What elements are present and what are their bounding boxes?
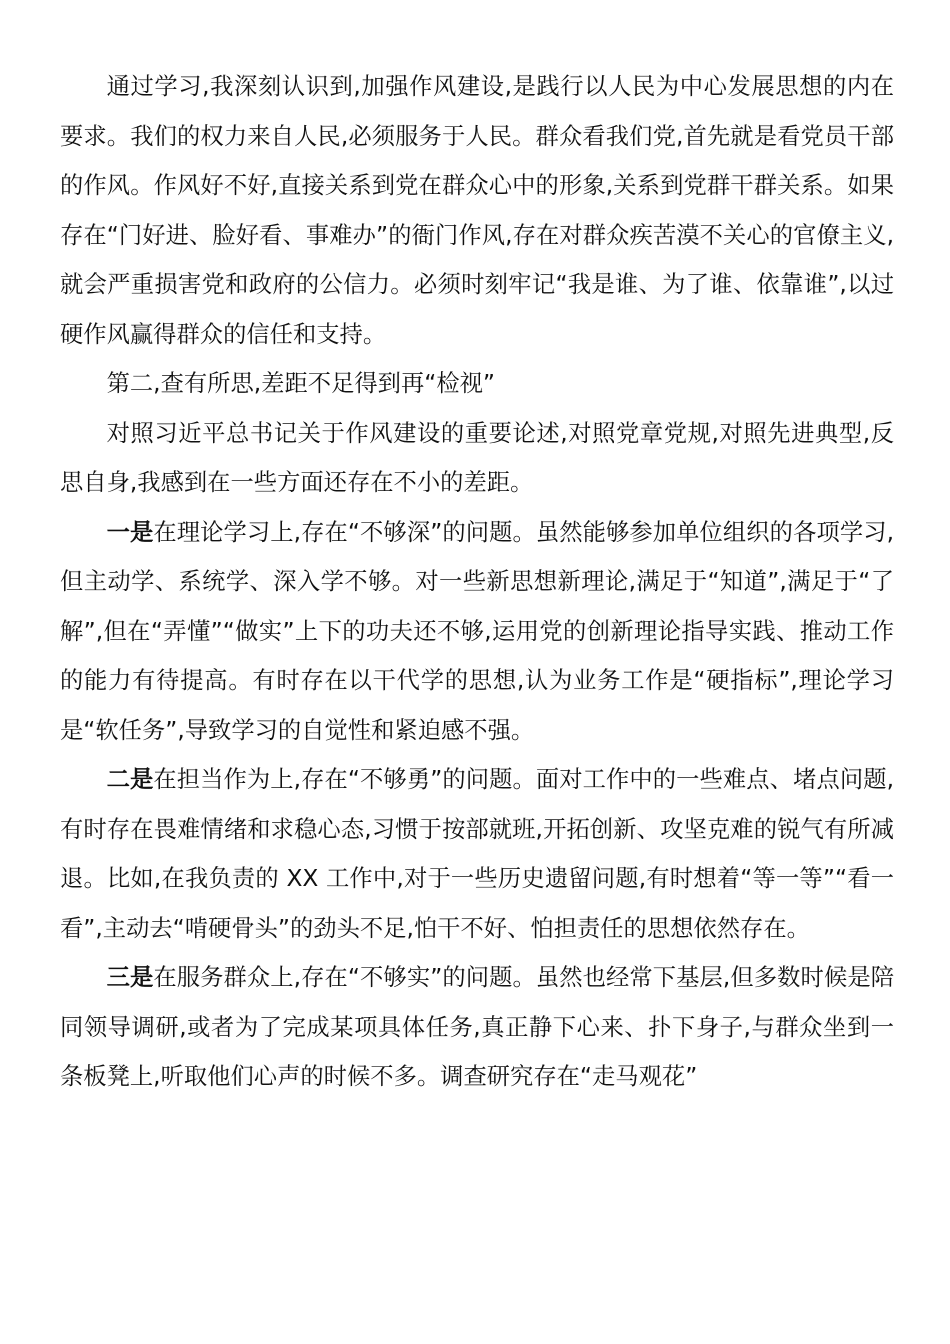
paragraph-lead-bold: 二是	[106, 766, 154, 793]
paragraph-self-review	[60, 409, 894, 508]
paragraph-lead-bold: 一是	[106, 518, 154, 546]
paragraph-work-style-understanding	[60, 62, 894, 359]
document-page	[60, 62, 894, 1102]
paragraph-text: 第二,查有所思,差距不足得到再“检视”	[106, 370, 495, 397]
paragraph-lead-bold: 三是	[106, 964, 154, 991]
paragraph-point-two	[60, 755, 894, 953]
paragraph-text: 在担当作为上,存在“不够勇”的问题。面对工作中的一些难点、堵点问题,有时存在畏难情绪和求稳心态,习惯于按部就班,开拓创新、攻坚克难的锐气有所减退。比如,在我负责的 XX 工作中,对于一些历史遗留问题,有时想着“等一等”“看一看”,主动去“啃硬骨头”的劲头不足,怕干不好、怕担责任的思想依然存在。	[60, 766, 894, 942]
paragraph-text: 在理论学习上,存在“不够深”的问题。虽然能够参加单位组织的各项学习,但主动学、系统学、深入学不够。对一些新思想新理论,满足于“知道”,满足于“了解”,但在“弄懂”“做实”上下的功夫还不够,运用党的创新理论指导实践、推动工作的能力有待提高。有时存在以干代学的思想,认为业务工作是“硬指标”,理论学习是“软任务”,导致学习的自觉性和紧迫感不强。	[60, 518, 894, 744]
section-heading-second	[60, 359, 894, 409]
paragraph-text: 对照习近平总书记关于作风建设的重要论述,对照党章党规,对照先进典型,反思自身,我感到在一些方面还存在不小的差距。	[60, 419, 894, 496]
paragraph-point-three	[60, 953, 894, 1102]
paragraph-point-one	[60, 508, 894, 756]
paragraph-text: 通过学习,我深刻认识到,加强作风建设,是践行以人民为中心发展思想的内在要求。我们的权力来自人民,必须服务于人民。群众看我们党,首先就是看党员干部的作风。作风好不好,直接关系到党在群众心中的形象,关系到党群干群关系。如果存在“门好进、脸好看、事难办”的衙门作风,存在对群众疾苦漠不关心的官僚主义,就会严重损害党和政府的公信力。必须时刻牢记“我是谁、为了谁、依靠谁”,以过硬作风赢得群众的信任和支持。	[60, 73, 894, 348]
paragraph-text: 在服务群众上,存在“不够实”的问题。虽然也经常下基层,但多数时候是陪同领导调研,或者为了完成某项具体任务,真正静下心来、扑下身子,与群众坐到一条板凳上,听取他们心声的时候不多。调查研究存在“走马观花”	[60, 964, 894, 1090]
